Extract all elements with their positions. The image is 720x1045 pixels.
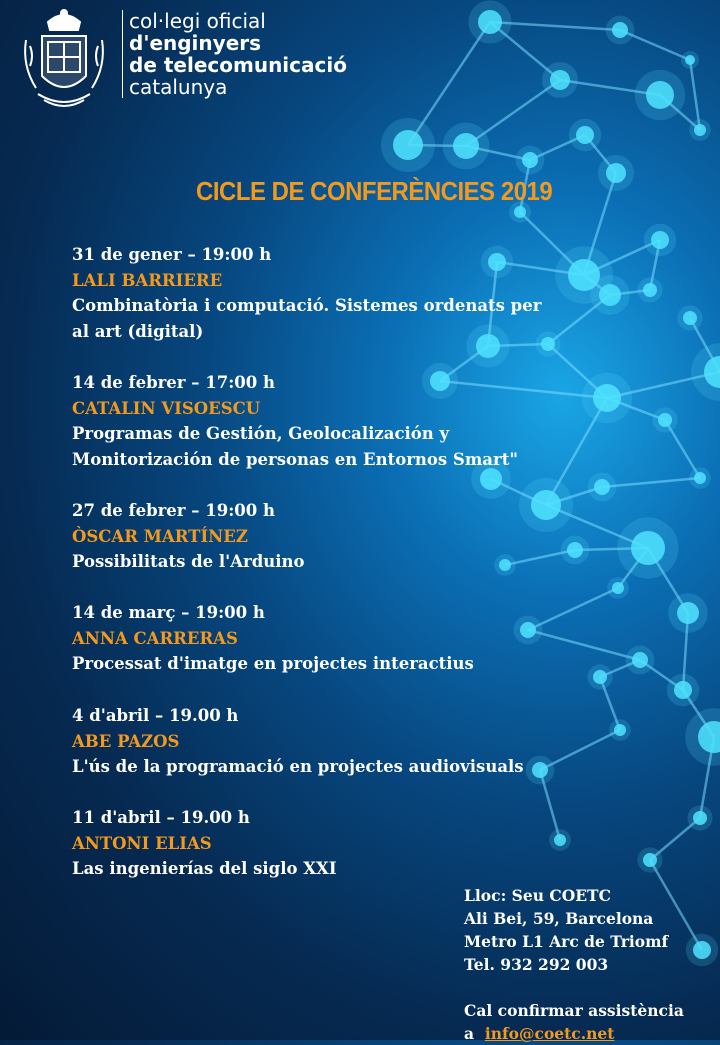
network-node — [453, 133, 479, 159]
event-speaker: ÒSCAR MARTÍNEZ — [72, 526, 248, 546]
org-line-4: catalunya — [129, 75, 228, 99]
network-node — [685, 55, 695, 65]
network-node — [651, 231, 669, 249]
phone-line: Tel. 932 292 003 — [464, 955, 609, 974]
event-topic-line: Processat d'imatge en projectes interactius — [72, 654, 474, 673]
email-link[interactable]: info@coetc.net — [484, 1024, 615, 1043]
network-node — [522, 152, 538, 168]
event-speaker: ANNA CARRERAS — [72, 628, 238, 648]
network-node — [514, 206, 526, 218]
event-date: 4 d'abril – 19.00 h — [72, 706, 239, 725]
org-line-1: col·legi oficial — [129, 9, 266, 33]
venue-line: Lloc: Seu COETC — [464, 886, 611, 905]
header — [18, 6, 358, 116]
network-node — [693, 811, 707, 825]
event-topic-line: Combinatòria i computació. Sistemes ordenats per — [72, 296, 542, 315]
event-topic-line: al art (digital) — [72, 321, 204, 341]
event-topic-line: L'ús de la programació en projectes audiovisuals — [72, 757, 524, 776]
network-node — [677, 602, 699, 624]
event-6 — [72, 805, 562, 882]
network-node — [632, 652, 648, 668]
network-node — [478, 10, 502, 34]
event-date: 31 de gener – 19:00 h — [72, 245, 272, 264]
event-speaker: ABE PAZOS — [72, 731, 180, 751]
email-row — [464, 1022, 684, 1045]
network-node — [593, 384, 621, 412]
network-node — [693, 941, 711, 959]
network-node — [612, 582, 624, 594]
network-node — [550, 70, 570, 90]
event-3 — [72, 498, 562, 575]
event-topic-line: Monitorización de personas en Entornos Smart" — [72, 449, 518, 469]
network-node — [643, 283, 657, 297]
confirm-line: Cal confirmar assistència — [464, 1001, 684, 1020]
network-node — [612, 22, 628, 38]
network-node — [694, 124, 706, 136]
network-node — [694, 472, 706, 484]
network-node — [614, 724, 626, 736]
event-topic-line: Programas de Gestión, Geolocalización y — [72, 424, 450, 443]
organization-name — [122, 10, 347, 98]
network-node — [576, 126, 594, 144]
event-topic-line: Possibilitats de l'Arduino — [72, 552, 305, 571]
event-date: 14 de febrer – 17:00 h — [72, 373, 275, 392]
network-node — [606, 163, 626, 183]
event-4 — [72, 600, 562, 677]
network-node — [683, 311, 697, 325]
network-node — [393, 130, 423, 160]
org-line-3: de telecomunicació — [129, 53, 347, 77]
event-speaker: CATALIN VISOESCU — [72, 398, 261, 418]
network-node — [646, 81, 674, 109]
spacer — [464, 976, 684, 999]
event-speaker: ANTONI ELIAS — [72, 833, 212, 853]
venue-info — [464, 884, 684, 1045]
network-node — [631, 531, 665, 565]
event-speaker: LALI BARRIERE — [72, 270, 223, 290]
email-prefix: a — [464, 1024, 475, 1043]
network-node — [599, 284, 621, 306]
network-node — [567, 542, 583, 558]
metro-line: Metro L1 Arc de Triomf — [464, 932, 669, 951]
event-topic-line: Las ingenierías del siglo XXI — [72, 859, 337, 878]
network-node — [594, 479, 610, 495]
network-node — [674, 681, 692, 699]
event-date: 11 d'abril – 19.00 h — [72, 808, 250, 827]
page-title: CICLE DE CONFERÈNCIES 2019 — [196, 176, 553, 206]
coat-of-arms-logo — [18, 6, 110, 112]
network-node — [593, 670, 607, 684]
address-line: Ali Bei, 59, Barcelona — [464, 909, 654, 928]
network-node — [643, 853, 657, 867]
network-node — [658, 413, 672, 427]
event-5 — [72, 703, 562, 780]
event-date: 14 de març – 19:00 h — [72, 603, 265, 622]
event-date: 27 de febrer – 19:00 h — [72, 501, 275, 520]
event-2 — [72, 370, 562, 472]
network-edge — [602, 478, 700, 487]
event-1 — [72, 242, 562, 344]
org-line-2: d'enginyers — [129, 31, 262, 55]
